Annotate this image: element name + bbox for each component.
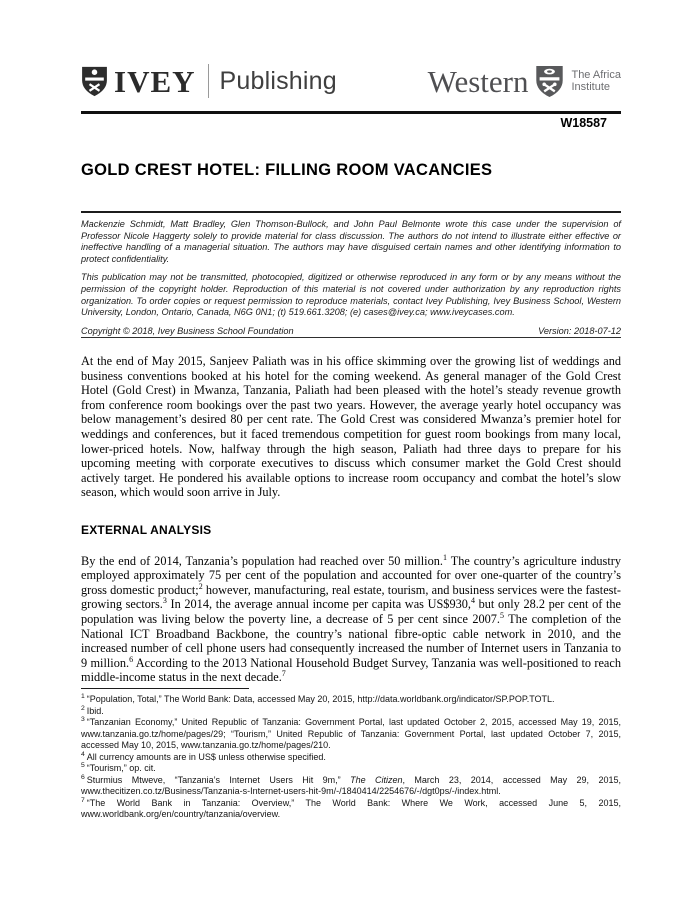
copyright-row	[81, 326, 621, 338]
body-text	[81, 354, 621, 685]
western-wordmark: Western	[427, 63, 529, 99]
footnote-number: 7	[81, 796, 85, 804]
western-crest-shield-icon	[535, 65, 564, 98]
footnote-text: Ibid.	[86, 705, 104, 716]
footnote-item	[81, 706, 621, 718]
copyright-rule	[81, 337, 621, 338]
copyright-line: Copyright © 2018, Ivey Business School Foundation	[81, 325, 294, 336]
authors-note: Mackenzie Schmidt, Matt Bradley, Glen Thomson-Bullock, and John Paul Belmonte wrote this case under the supervision of Professor Nicole Haggerty solely to provide material for class discussion. The authors do not intend to illustrate either effective or ineffective handling of a managerial situation. The authors may have disguised certain names and other identifying information to protect confidentiality.	[81, 219, 621, 264]
footnote-item	[81, 763, 621, 775]
africa-institute-label	[571, 69, 621, 94]
authors-note-rule	[81, 211, 621, 213]
footnote-number: 6	[81, 773, 85, 781]
footnote-text: All currency amounts are in US$ unless otherwise specified.	[86, 751, 326, 762]
footnote-item	[81, 752, 621, 764]
footnote-text: “The World Bank in Tanzania: Overview,” The World Bank: Where We Work, accessed June 5, 2015, www.worldbank.org/en/country/tanzania/overview.	[81, 797, 621, 819]
version-label: Version: 2018-07-12	[538, 325, 621, 336]
footnote-divider	[81, 688, 249, 689]
footnote-list	[81, 694, 621, 821]
footnote-item	[81, 775, 621, 798]
section-heading-external-analysis: EXTERNAL ANALYSIS	[81, 522, 212, 537]
ivey-crest-shield-icon	[81, 66, 108, 97]
logo-divider	[208, 64, 209, 98]
western-africa-institute-logo	[428, 65, 621, 98]
footnote-number: 5	[81, 762, 85, 769]
case-title: GOLD CREST HOTEL: FILLING ROOM VACANCIES	[81, 161, 493, 179]
footnote-item	[81, 694, 621, 706]
ivey-wordmark: IVEY	[114, 63, 196, 99]
africa-institute-line2: Institute	[571, 81, 610, 93]
footnote-text: Sturmius Mtweve, “Tanzania’s Internet Users Hit 9m,” The Citizen, March 23, 2014, accessed May 29, 2015, www.thecitizen.co.tz/Business/Tanzania-s-Internet-users-hit-9m/-/1840414/2254676/-/dgt0ps/-/index.html.	[81, 774, 621, 796]
front-matter	[81, 219, 621, 337]
external-analysis-paragraph: By the end of 2014, Tanzania’s population had reached over 50 million.$^1$ The country’s agriculture industry employed approximately 75 per cent of the population and accounted for over one-quarter of the country’s gross domestic product;$^2$ however, manufacturing, real estate, tourism, and business services were the fastest-growing sectors.$^3$ In 2014, the average annual income per capita was US$930,$^4$ but only 28.2 per cent of the population was living below the poverty line, a decrease of 5 per cent since 2007.$^5$ The completion of the National ICT Broadband Backbone, the country’s national fibre-optic cable network in 2010, and the increased number of cell phone users had consequently increased the number of Internet users in Tanzania to 9 million.$^6$ According to the 2013 National Household Budget Survey, Tanzania was well-positioned to reach middle-income status in the next decade.$^7$	[81, 552, 622, 685]
footnote-number: 1	[81, 693, 85, 700]
document-code: W18587	[560, 116, 607, 130]
publishing-label: Publishing	[219, 66, 337, 95]
footnote-number: 3	[81, 716, 85, 723]
footnote-number: 4	[81, 750, 85, 758]
ivey-publishing-logo	[81, 64, 337, 98]
footnote-text: “Population, Total,” The World Bank: Data, accessed May 20, 2015, http://data.worldbank.org/indicator/SP.POP.TOTL.	[86, 694, 555, 704]
permissions-note: This publication may not be transmitted, photocopied, digitized or otherwise reproduced in any form or by any means without the permission of the copyright holder. Reproduction of this material is not covered under authorization by any reproduction rights organization. To order copies or request permission to reproduce materials, contact Ivey Publishing, Ivey Business School, Western University, London, Ontario, Canada, N6G 0N1; (t) 519.661.3208; (e) cases@ivey.ca; www.iveycases.com.	[81, 272, 621, 318]
africa-institute-line1: The Africa	[571, 68, 621, 81]
footnote-number: 2	[81, 704, 85, 712]
footnote-item	[81, 717, 621, 752]
masthead	[81, 56, 621, 106]
header-rule	[81, 111, 621, 114]
footnote-item	[81, 798, 621, 821]
intro-paragraph: At the end of May 2015, Sanjeev Paliath was in his office skimming over the growing list of weddings and business conventions booked at his hotel for the coming weekend. As general manager of the Gold Crest Hotel (Gold Crest) in Mwanza, Tanzania, Paliath had been pleased with the hotel’s steady revenue growth from conference room bookings over the past two years. However, the average yearly hotel occupancy was below management’s desired 80 per cent rate. The Gold Crest was considered Mwanza’s premier hotel for weddings and conferences, but it faced tremendous competition for guest room bookings from many local, lower-priced hotels. Now, halfway through the high season, Paliath had three days to prepare for his upcoming meeting with corporate executives to discuss which consumer market the Gold Crest should actively target. He pondered his available options to increase room occupancy and combat the hotel’s slow season, which would soon arrive in July.	[81, 354, 621, 500]
footnote-text: “Tourism,” op. cit.	[86, 763, 156, 773]
footnote-text: “Tanzanian Economy,” United Republic of Tanzania: Government Portal, last updated October 2, 2015, accessed May 19, 2015, www.tanzania.go.tz/home/pages/29; “Tourism,” United Republic of Tanzania: Government Portal, last updated October 7, 2015, accessed May 10, 2015, www.tanzania.go.tz/home/pages/210.	[81, 717, 621, 750]
